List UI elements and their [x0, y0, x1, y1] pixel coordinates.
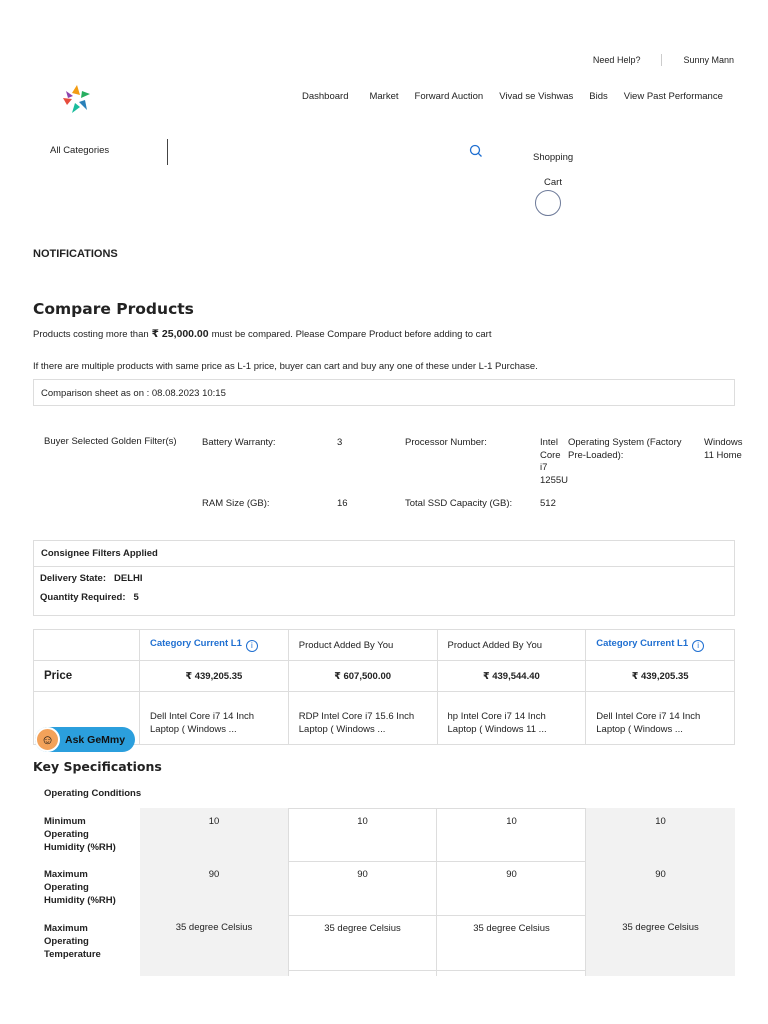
spec-value: 35 degree Celsius [324, 923, 401, 934]
nav-forward-auction[interactable]: Forward Auction [414, 91, 484, 102]
os-value: Windows 11 Home [704, 437, 743, 461]
cart-icon[interactable] [535, 190, 561, 216]
need-help-link[interactable]: Need Help? [592, 55, 641, 65]
processor-label: Processor Number: [405, 437, 487, 448]
price-label: Price [34, 661, 140, 692]
compare-notice [33, 328, 491, 340]
page-title: Compare Products [33, 300, 194, 318]
comparison-table [33, 629, 735, 745]
search-icon[interactable] [469, 144, 483, 161]
spec-value: 10 [506, 816, 517, 827]
table-header-row [34, 630, 735, 661]
shopping-cart-link[interactable] [533, 145, 573, 195]
price-cell: ₹ 439,205.35 [586, 661, 735, 692]
spec-value: 90 [208, 869, 220, 880]
price-cell: ₹ 607,500.00 [288, 661, 437, 692]
spec-value: 10 [357, 816, 368, 827]
ram-value: 16 [337, 498, 348, 509]
info-icon[interactable]: i [246, 640, 258, 652]
nav-dashboard[interactable]: Dashboard [302, 91, 349, 102]
processor-value: Intel Core i7 1255U [540, 437, 568, 486]
spec-value: 10 [208, 816, 220, 827]
spec-column-bg [586, 808, 735, 976]
spec-label: Maximum Operating Temperature [44, 923, 101, 960]
main-nav [302, 91, 741, 102]
delivery-state-value: DELHI [114, 573, 143, 584]
divider [661, 54, 662, 66]
battery-value: 3 [337, 437, 343, 448]
product-name-link[interactable]: Dell Intel Core i7 14 Inch Laptop ( Windows ... [140, 692, 289, 745]
ram-label: RAM Size (GB): [202, 498, 270, 509]
price-row [34, 661, 735, 692]
product-name-link[interactable]: hp Intel Core i7 14 Inch Laptop ( Windows 11 ... [437, 692, 586, 745]
spec-value: 35 degree Celsius [622, 922, 699, 933]
quantity-value: 5 [133, 592, 139, 603]
l1-notice: If there are multiple products with same price as L-1 price, buyer can cart and buy any one of these under L-1 Purchase. [33, 361, 538, 372]
product-name-link[interactable]: Dell Intel Core i7 14 Inch Laptop ( Windows ... [586, 692, 735, 745]
product-name-row [34, 692, 735, 745]
ask-gemmy-label: Ask GeMmy [65, 733, 126, 746]
search-divider [167, 139, 168, 165]
spec-value: 90 [506, 869, 517, 880]
spec-column [288, 808, 437, 976]
os-label: Operating System (Factory Pre-Loaded): [568, 437, 682, 461]
spec-label: Minimum Operating Humidity (%RH) [44, 816, 116, 853]
nav-vivad-se-vishwas[interactable]: Vivad se Vishwas [499, 91, 574, 102]
notifications-heading[interactable]: NOTIFICATIONS [33, 248, 118, 260]
ssd-label: Total SSD Capacity (GB): [405, 498, 513, 509]
spec-value: 90 [655, 869, 666, 880]
gem-logo[interactable] [60, 82, 94, 116]
product-name-link[interactable]: RDP Intel Core i7 15.6 Inch Laptop ( Windows ... [288, 692, 437, 745]
spec-column [437, 808, 586, 976]
user-menu[interactable]: Sunny Mann [683, 55, 734, 65]
battery-label: Battery Warranty: [202, 437, 276, 448]
info-icon[interactable]: i [692, 640, 704, 652]
column-header: Product Added By You [437, 630, 586, 661]
consignee-title: Consignee Filters Applied [34, 541, 734, 567]
column-header: Category Current L1 i [586, 630, 735, 661]
nav-view-past-performance[interactable]: View Past Performance [623, 91, 723, 102]
spec-value: 35 degree Celsius [175, 922, 253, 933]
spec-value: 35 degree Celsius [473, 923, 550, 934]
top-links [593, 54, 734, 66]
column-header: Product Added By You [288, 630, 437, 661]
comparison-sheet-date: Comparison sheet as on : 08.08.2023 10:15 [33, 379, 735, 406]
ask-gemmy-button[interactable] [35, 727, 135, 752]
consignee-filters [33, 540, 735, 616]
table-corner [34, 630, 140, 661]
price-cell: ₹ 439,205.35 [140, 661, 289, 692]
key-specifications-title: Key Specifications [33, 759, 162, 774]
compare-notice-pre: Products costing more than [33, 329, 149, 340]
category-select[interactable]: All Categories [50, 145, 110, 156]
spec-value: 90 [357, 869, 368, 880]
compare-notice-post: must be compared. Please Compare Product before adding to cart [211, 329, 492, 340]
spec-label: Maximum Operating Humidity (%RH) [44, 869, 116, 906]
operating-conditions-heading: Operating Conditions [44, 788, 142, 799]
gemmy-avatar-icon: ☺ [35, 727, 60, 752]
cart-label-line1: Shopping [533, 152, 574, 163]
price-cell: ₹ 439,544.40 [437, 661, 586, 692]
quantity-row: Quantity Required: 5 [40, 592, 139, 603]
golden-filter-label: Buyer Selected Golden Filter(s) [44, 436, 177, 447]
ssd-value: 512 [540, 498, 556, 509]
nav-bids[interactable]: Bids [589, 91, 608, 102]
column-header: Category Current L1 i [140, 630, 289, 661]
delivery-state-row: Delivery State: DELHI [40, 573, 143, 584]
cart-label-line2: Cart [544, 177, 562, 188]
spec-value: 10 [655, 816, 666, 827]
spec-column-bg [140, 808, 288, 976]
rupee-icon: ₹ [151, 328, 159, 340]
threshold-amount: ₹ 25,000.00 [151, 328, 209, 340]
nav-market[interactable]: Market [369, 91, 399, 102]
